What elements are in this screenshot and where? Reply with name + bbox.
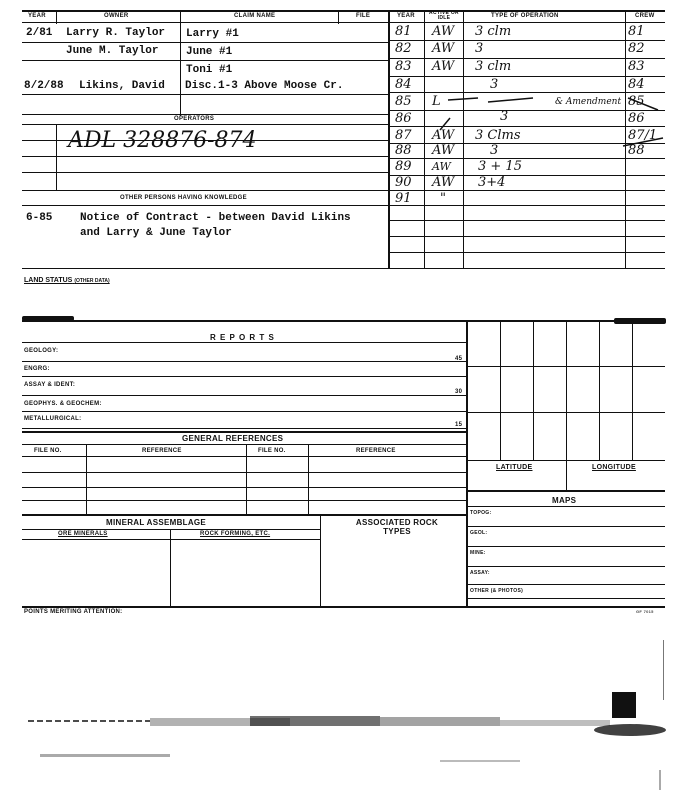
header-active-idle: ACTIVE OR IDLE — [429, 10, 459, 21]
maps-assay: ASSAY: — [470, 570, 490, 576]
gr-col-file-no-2: FILE NO. — [258, 448, 286, 454]
row-line — [22, 529, 320, 530]
op-year: 89 — [395, 159, 412, 174]
row-line — [22, 42, 388, 43]
longitude-label: LONGITUDE — [592, 464, 636, 471]
owner-year-4: 8/2/88 — [24, 80, 64, 92]
header-file: FILE — [356, 13, 371, 19]
row-line — [22, 514, 466, 516]
col-divider — [320, 514, 321, 606]
maps-mine: MINE: — [470, 550, 486, 556]
rock-forming-label: ROCK FORMING, ETC. — [200, 531, 271, 537]
col-divider — [56, 124, 57, 190]
row-line — [466, 526, 665, 527]
op-year: 81 — [395, 24, 412, 39]
row-line — [22, 376, 466, 377]
gr-col-file-no: FILE NO. — [34, 448, 62, 454]
col-divider — [180, 10, 181, 116]
op-crew: 81 — [628, 24, 645, 39]
owner-name-2: June M. Taylor — [66, 45, 159, 57]
row-line — [22, 444, 466, 445]
op-status: AW — [432, 128, 455, 143]
owner-name-1: Larry R. Taylor — [66, 27, 166, 39]
other-persons-line-1: Notice of Contract - between David Likins — [80, 212, 351, 224]
owner-name-4: Likins, David — [79, 80, 165, 92]
section-bottom-line — [22, 268, 665, 269]
row-line — [22, 114, 388, 115]
owner-year-1: 2/81 — [26, 27, 53, 39]
row-line — [22, 190, 388, 191]
op-type: 3+4 — [478, 175, 506, 190]
grid-line — [599, 320, 600, 460]
op-type: 3 — [475, 41, 484, 56]
row-line — [22, 342, 466, 343]
reports-title: R E P O R T S — [210, 333, 275, 342]
latitude-label: LATITUDE — [496, 464, 533, 471]
op-type: 3 — [490, 143, 499, 158]
operator-entry: ADL 328876-874 — [68, 128, 257, 153]
col-divider — [86, 444, 87, 514]
row-line — [22, 472, 466, 473]
grid-line — [632, 320, 633, 460]
op-status: AW — [432, 175, 455, 190]
row-line — [466, 598, 665, 599]
row-line — [22, 124, 388, 125]
reports-top-border — [22, 320, 665, 322]
header-year: YEAR — [28, 13, 46, 19]
col-divider — [56, 10, 57, 24]
operators-label: OPERATORS — [174, 116, 215, 122]
reports-bottom-border — [22, 606, 665, 608]
general-references-title: GENERAL REFERENCES — [182, 434, 284, 443]
maps-title: MAPS — [552, 496, 577, 505]
row-line — [22, 60, 388, 61]
op-year: 83 — [395, 59, 412, 74]
ore-minerals-label: ORE MINERALS — [58, 531, 108, 537]
row-line — [22, 94, 388, 95]
col-divider — [566, 460, 567, 490]
op-crew: 86 — [628, 111, 645, 126]
header-owner: OWNER — [104, 13, 129, 19]
row-line — [22, 395, 466, 396]
op-crew: 87/1 — [628, 128, 658, 143]
report-geophys: GEOPHYS. & GEOCHEM: — [24, 401, 102, 407]
other-persons-date: 6-85 — [26, 212, 53, 224]
op-year: 91 — [395, 191, 412, 206]
row-line — [22, 500, 466, 501]
op-type: & Amendment — [555, 97, 622, 107]
grid-line — [466, 366, 665, 367]
land-status-label: LAND STATUS (OTHER DATA) — [24, 277, 110, 284]
claim-name-1: Larry #1 — [186, 28, 239, 40]
claim-name-4: Disc.1-3 Above Moose Cr. — [185, 80, 344, 92]
ops-row-line — [388, 236, 665, 237]
other-persons-label: OTHER PERSONS HAVING KNOWLEDGE — [120, 195, 247, 201]
row-line — [22, 431, 466, 433]
op-year: 87 — [395, 128, 412, 143]
col-divider — [246, 444, 247, 514]
op-status: AW — [432, 59, 455, 74]
op-status: AW — [432, 24, 455, 39]
associated-rock-types: ASSOCIATED ROCK TYPES — [355, 518, 439, 536]
op-status: AW — [432, 160, 451, 173]
row-line — [466, 506, 665, 507]
report-assay: ASSAY & IDENT: — [24, 382, 76, 388]
report-geology: GEOLOGY: — [24, 348, 59, 354]
row-line — [22, 156, 388, 157]
op-type: 3 Clms — [475, 128, 521, 143]
op-type: 3 — [500, 109, 509, 124]
op-status: L — [432, 94, 441, 109]
op-crew: 84 — [628, 77, 645, 92]
op-type: 3 clm — [475, 59, 512, 74]
col-divider — [338, 10, 339, 24]
row-line — [22, 539, 320, 540]
reports-divider — [466, 320, 468, 608]
points-meriting-attention: POINTS MERITING ATTENTION: — [24, 609, 123, 615]
op-status: AW — [432, 41, 455, 56]
row-line — [22, 411, 466, 412]
op-crew: 85 — [628, 94, 645, 109]
header-type-operation: TYPE OF OPERATION — [491, 13, 559, 19]
row-line — [22, 456, 466, 457]
op-year: 90 — [395, 175, 412, 190]
op-year: 85 — [395, 94, 412, 109]
form-number: GF 7015 — [636, 609, 654, 614]
report-engrg: ENGRG: — [24, 366, 50, 372]
claim-name-2: June #1 — [186, 46, 233, 58]
maps-topog: TOPOG: — [470, 510, 492, 516]
maps-geol: GEOL: — [470, 530, 488, 536]
op-year: 86 — [395, 111, 412, 126]
scan-noise — [0, 690, 678, 800]
op-year: 84 — [395, 77, 412, 92]
header-crew: CREW — [635, 13, 655, 19]
op-type: 3 + 15 — [478, 159, 522, 174]
op-status: AW — [432, 143, 455, 158]
op-year: 88 — [395, 143, 412, 158]
other-persons-line-2: and Larry & June Taylor — [80, 227, 232, 239]
gr-col-reference-2: REFERENCE — [356, 448, 396, 454]
row-line — [22, 205, 388, 206]
row-line — [466, 584, 665, 585]
grid-line — [566, 320, 567, 460]
report-metallurgical: METALLURGICAL: — [24, 416, 82, 422]
col-divider — [170, 529, 171, 606]
grid-line — [466, 412, 665, 413]
grid-line — [533, 320, 534, 460]
row-line — [22, 361, 466, 362]
row-line — [466, 566, 665, 567]
row-line — [466, 490, 665, 492]
scale-15: 15 — [455, 422, 463, 428]
gr-col-reference: REFERENCE — [142, 448, 182, 454]
row-line — [22, 487, 466, 488]
op-year: 82 — [395, 41, 412, 56]
ops-row-line — [388, 220, 665, 221]
row-line — [466, 546, 665, 547]
op-crew: 88 — [628, 143, 645, 158]
maps-other: OTHER (& PHOTOS) — [470, 588, 524, 594]
header-year-2: YEAR — [397, 13, 415, 19]
op-type: 3 — [490, 77, 499, 92]
claim-name-3: Toni #1 — [186, 64, 233, 76]
header-claim-name: CLAIM NAME — [234, 13, 276, 19]
col-divider — [308, 444, 309, 514]
op-status: " — [440, 191, 446, 206]
handwriting-strokes — [388, 10, 678, 210]
scale-30: 30 — [455, 389, 463, 395]
row-line — [22, 172, 388, 173]
grid-line — [500, 320, 501, 460]
scale-45: 45 — [455, 356, 463, 362]
ops-row-line — [388, 252, 665, 253]
op-crew: 82 — [628, 41, 645, 56]
mineral-assemblage-title: MINERAL ASSEMBLAGE — [106, 518, 207, 527]
op-crew: 83 — [628, 59, 645, 74]
op-type: 3 clm — [475, 24, 512, 39]
row-line — [22, 428, 466, 429]
